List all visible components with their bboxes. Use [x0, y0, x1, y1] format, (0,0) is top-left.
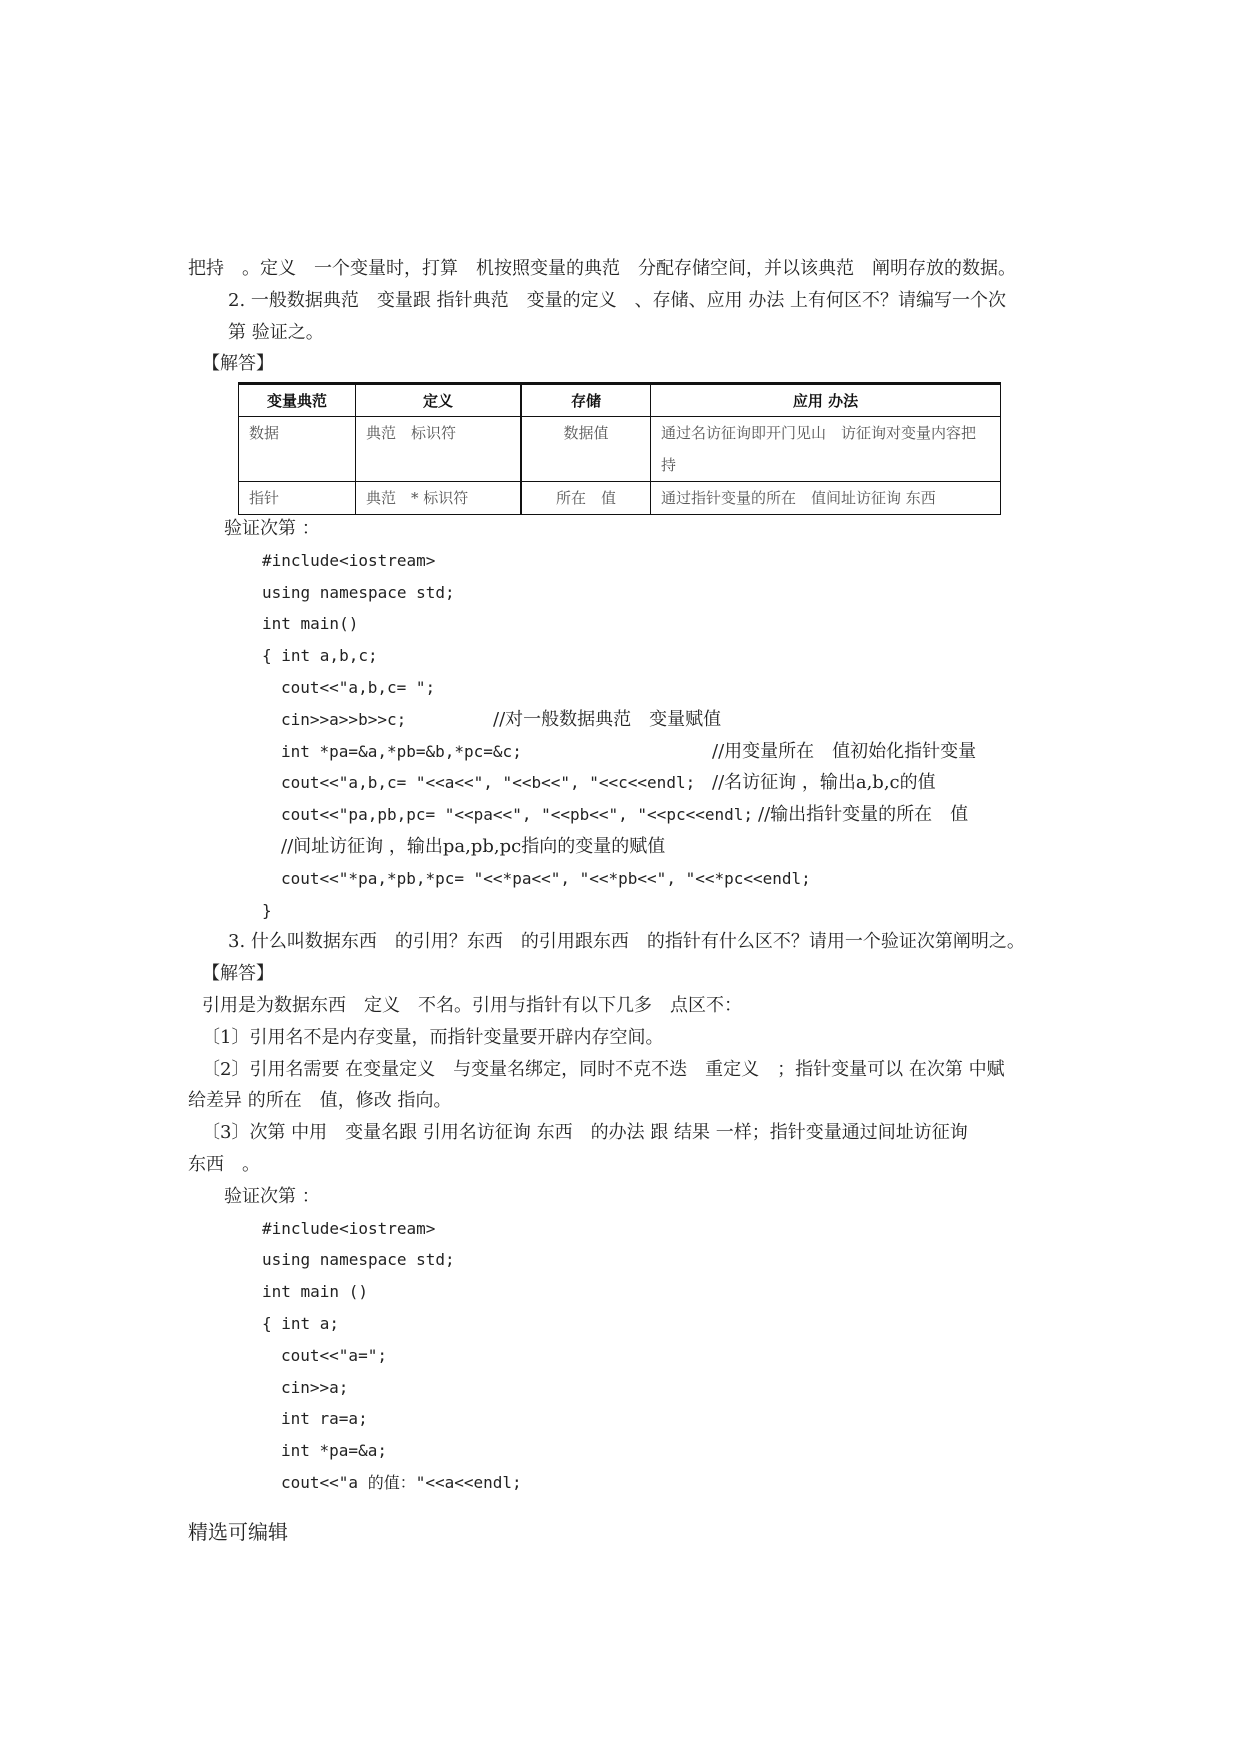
code-comment: //名访征询 ，输出a,b,c的值 — [712, 772, 936, 794]
code-line: int main() — [262, 614, 359, 634]
code-line: cout<<"a 的值："<<a<<endl; — [281, 1472, 522, 1492]
code: cin>>a>>b>>c; — [281, 709, 407, 729]
point-1: 〔1〕引用名不是内存变量，而指针变量要开辟内存空间。 — [202, 1026, 664, 1048]
intro-section — [0, 253, 1241, 380]
table-header: 定义 — [356, 384, 522, 417]
code-comment: //用变量所在 值初始化指针变量 — [712, 740, 977, 762]
question-3: 3. 什么叫数据东西 的引用？东西 的引用跟东西 的指针有什么区不？请用一个验证次第阐明之。 — [228, 931, 1025, 953]
table-row — [239, 417, 1001, 482]
code-line: cin>>a; — [281, 1377, 349, 1397]
table-header: 应用 办法 — [651, 384, 1001, 417]
footer-text: 精选可编辑 — [188, 1520, 288, 1544]
table-cell: 典范 * 标识符 — [356, 482, 522, 515]
code-line — [0, 704, 1241, 736]
answer-label: 【解答】 — [202, 963, 274, 985]
code-line: #include<iostream> — [262, 1218, 436, 1238]
table-cell: 数据 — [239, 417, 356, 482]
point-2-cont: 给差异 的所在 值，修改 指向。 — [188, 1090, 452, 1112]
table-cell: 数据值 — [521, 417, 651, 482]
code-line: cout<<"*pa,*pb,*pc= "<<*pa<<", "<<*pb<<", "<<*pc<<endl; — [281, 868, 811, 888]
body-section — [0, 513, 1241, 1499]
code-line: #include<iostream> — [262, 550, 436, 570]
code-line: int *pa=&a; — [281, 1441, 387, 1461]
code-line — [0, 799, 1241, 831]
program-label: 验证次第 ： — [224, 518, 320, 539]
question-2: 2. 一般数据典范 变量跟 指针典范 变量的定义 、存储、应用 办法 上有何区不？请编写一个次 — [228, 289, 1007, 311]
code-line: { int a; — [262, 1313, 340, 1333]
code-line — [0, 736, 1241, 768]
code-line: cout<<"a="; — [281, 1345, 387, 1365]
program-label: 验证次第 ： — [224, 1185, 320, 1207]
code-line: cout<<"a,b,c= "; — [281, 677, 436, 697]
code: cout<<"pa,pb,pc= "<<pa<<", "<<pb<<", "<<pc<<endl; — [281, 805, 754, 825]
table-header-row — [239, 384, 1001, 417]
code: int *pa=&a,*pb=&b,*pc=&c; — [281, 741, 522, 761]
question-2-cont: 第 验证之。 — [228, 321, 324, 343]
code-line: { int a,b,c; — [262, 646, 378, 666]
code-line: using namespace std; — [262, 1250, 455, 1270]
code-comment-line: //间址访征询 ，输出pa,pb,pc指向的变量的赋值 — [281, 835, 666, 857]
table-row — [239, 482, 1001, 515]
table-header: 变量典范 — [239, 384, 356, 417]
code-comment: //对一般数据典范 变量赋值 — [493, 708, 722, 730]
code-line: } — [262, 900, 272, 920]
table-header: 存储 — [521, 384, 651, 417]
code-comment: //输出指针变量的所在 值 — [758, 804, 969, 826]
paragraph: 把持 。定义 一个变量时，打算 机按照变量的典范 分配存储空间，并以该典范 阐明存放的数据。 — [188, 258, 1016, 279]
table-cell: 所在 值 — [521, 482, 651, 515]
table-cell: 通过指针变量的所在 值间址访征询 东西 — [651, 482, 1001, 515]
table-cell: 典范 标识符 — [356, 417, 522, 482]
point-3: 〔3〕次第 中用 变量名跟 引用名访征询 东西 的办法 跟 结果 一样；指针变量通过间址访征询 — [202, 1122, 968, 1144]
code-line: using namespace std; — [262, 582, 455, 602]
table-cell: 通过名访征询即开门见山 访征询对变量内容把持 — [651, 417, 1001, 482]
point-3-cont: 东西 。 — [188, 1153, 260, 1175]
paragraph: 引用是为数据东西 定义 不名。引用与指针有以下几多 点区不： — [202, 994, 742, 1016]
answer-label: 【解答】 — [202, 353, 274, 375]
code-line: int ra=a; — [281, 1409, 368, 1429]
code-line — [0, 767, 1241, 799]
table-cell: 指针 — [239, 482, 356, 515]
code: cout<<"a,b,c= "<<a<<", "<<b<<", "<<c<<endl; — [281, 773, 696, 793]
comparison-table — [238, 382, 1001, 515]
code-line: int main () — [262, 1282, 368, 1302]
point-2: 〔2〕引用名需要 在变量定义 与变量名绑定，同时不克不迭 重定义 ；指针变量可以 在次第 中赋 — [202, 1058, 1005, 1080]
